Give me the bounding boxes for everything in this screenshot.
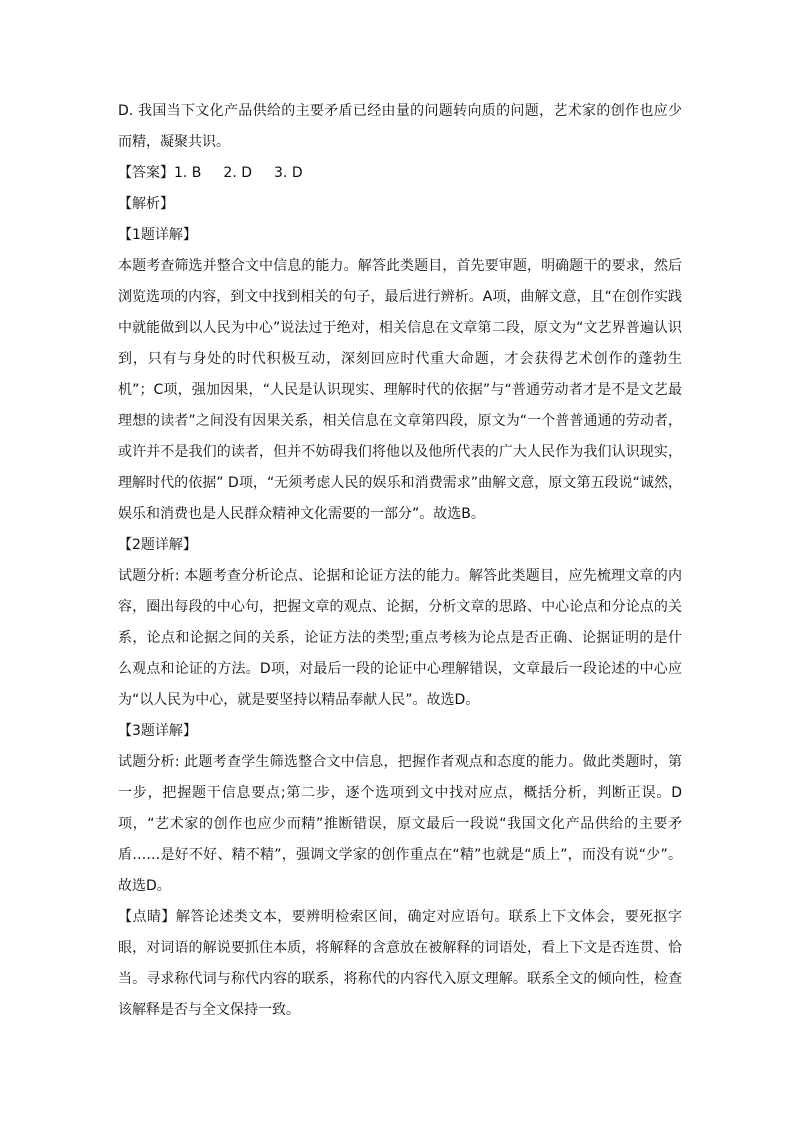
answer-item-1: 1. B	[174, 165, 202, 181]
answer-item-2: 2. D	[223, 165, 253, 181]
tip-text: 【点睛】解答论述类文本，要辨明检索区间，确定对应语句。联系上下文体会，要死抠字眼，对词语的解说要抓住本质，将解释的含意放在被解释的词语处，看上下文是否连贯、恰当。寻求称代词与称代内容的联系，将称代的内容代入原文理解。联系全文的倾向性，检查该解释是否与全文保持一致。	[118, 909, 682, 1018]
q2-text: 试题分析: 本题考查分析论点、论据和论证方法的能力。解答此类题目，应先梳理文章的内容，圈出每段的中心句，把握文章的观点、论据，分析文章的思路、中心论点和分论点的关系，论点和论据之间的关系，论证方法的类型;重点考核为论点是否正确、论据证明的是什么观点和论证的方法。D项，对最后一段的论证中心理解错误，文章最后一段论述的中心应为“以人民为中心，就是要坚持以精品奉献人民”。故选D。	[118, 568, 682, 708]
q1-heading: 【1题详解】	[118, 227, 197, 243]
answer-label: 【答案】	[118, 165, 174, 181]
answer-line	[118, 158, 682, 189]
analysis-label: 【解析】	[118, 196, 174, 212]
q1-text: 本题考查筛选并整合文中信息的能力。解答此类题目，首先要审题，明确题干的要求，然后浏览选项的内容，到文中找到相关的句子，最后进行辨析。A项，曲解文意，且“在创作实践中就能做到以人民为中心”说法过于绝对，相关信息在文章第二段，原文为“文艺界普遍认识到，只有与身处的时代积极互动，深刻回应时代重大命题，才会获得艺术创作的蓬勃生机”；C项，强加因果，“人民是认识现实、理解时代的依据”与“普通劳动者才是不是文艺最理想的读者”之间没有因果关系，相关信息在文章第四段，原文为“一个普普通通的劳动者，或许并不是我们的读者，但并不妨碍我们将他以及他所代表的广大人民作为我们认识现实，理解时代的依据” D项，“无须考虑人民的娱乐和消费需求”曲解文意，原文第五段说“诚然，娱乐和消费也是人民群众精神文化需要的一部分”。故选B。	[118, 258, 682, 522]
option-d-text: D. 我国当下文化产品供给的主要矛盾已经由量的问题转向质的问题，艺术家的创作也应少而精，凝聚共识。	[118, 103, 682, 150]
q3-text: 试题分析: 此题考查学生筛选整合文中信息，把握作者观点和态度的能力。做此类题时，第一步，把握题干信息要点;第二步，逐个选项到文中找对应点，概括分析，判断正误。D项，“艺术家的创作也应少而精”推断错误，原文最后一段说“我国文化产品供给的主要矛盾……是好不好、精不精”，强调文学家的创作重点在“精”也就是“质上”，而没有说“少”。故选D。	[118, 754, 682, 894]
q2-heading: 【2题详解】	[118, 537, 197, 553]
q3-heading: 【3题详解】	[118, 723, 197, 739]
document-page	[118, 96, 682, 1026]
answer-item-3: 3. D	[274, 165, 303, 181]
